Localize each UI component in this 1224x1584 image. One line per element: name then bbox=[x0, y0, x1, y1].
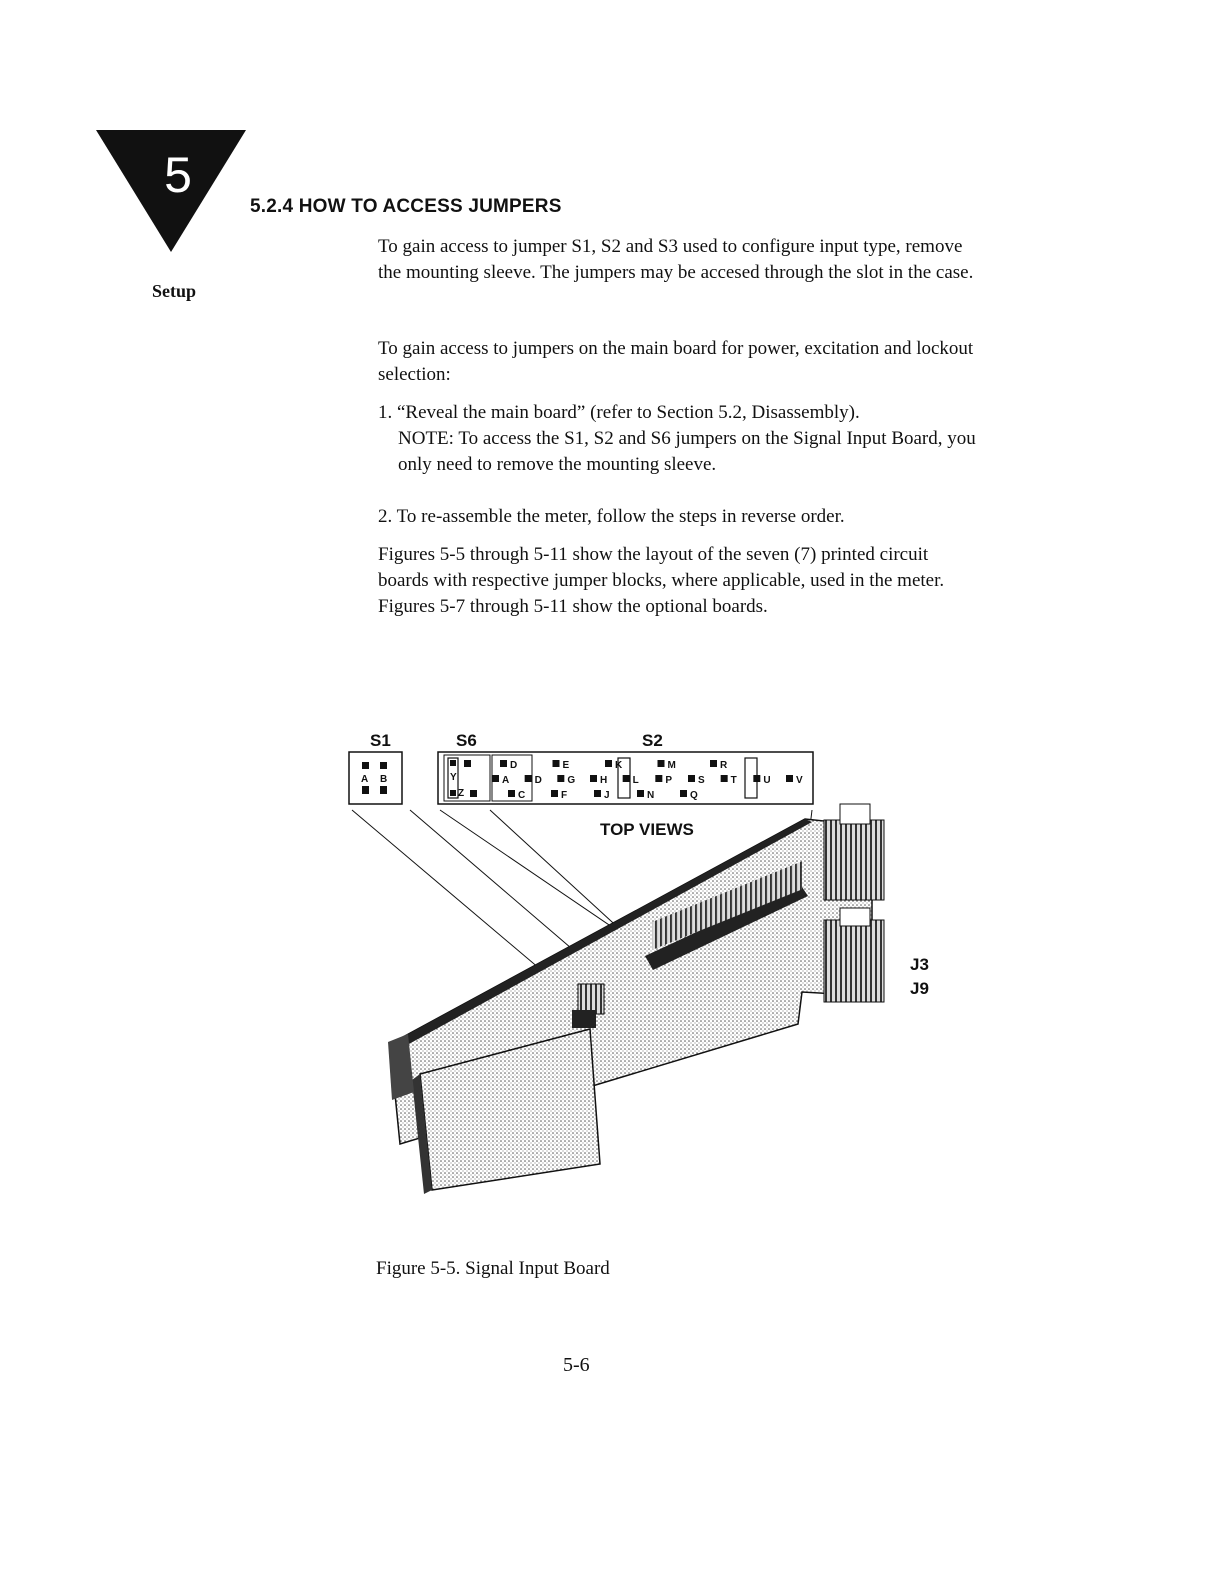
s2-pin-square bbox=[525, 775, 532, 782]
s2-pin-square bbox=[594, 790, 601, 797]
s2-pin-t: T bbox=[730, 775, 737, 786]
step-1-note: NOTE: To access the S1, S2 and S6 jumpers on the Signal Input Board, you only need to remove the mounting sleeve. bbox=[398, 428, 976, 475]
s2-pin-u: U bbox=[763, 775, 771, 786]
j9-label: J9 bbox=[910, 979, 929, 998]
s6-label: S6 bbox=[456, 731, 477, 750]
s1-pin-b: B bbox=[380, 774, 388, 785]
s2-pin-square bbox=[553, 760, 560, 767]
s2-pin-a: A bbox=[502, 775, 510, 786]
s2-pin-r: R bbox=[720, 760, 728, 771]
s2-pin-d: D bbox=[510, 760, 518, 771]
s2-label: S2 bbox=[642, 731, 663, 750]
connector-j9 bbox=[824, 908, 884, 1002]
s6-pin-z: Z bbox=[458, 788, 465, 799]
s2-pin-square bbox=[680, 790, 687, 797]
s2-s6-jumper-block bbox=[438, 752, 813, 804]
s2-pin-p: P bbox=[665, 775, 673, 786]
s2-pin-c: C bbox=[518, 790, 526, 801]
s2-pin-h: H bbox=[600, 775, 608, 786]
step-1: 1. “Reveal the main board” (refer to Section 5.2, Disassembly). bbox=[378, 402, 860, 423]
s2-pin-square bbox=[710, 760, 717, 767]
s2-pin-square bbox=[658, 760, 665, 767]
s2-pin-square bbox=[623, 775, 630, 782]
s2-pin-j: J bbox=[604, 790, 610, 801]
s2-pin-square bbox=[590, 775, 597, 782]
s2-pin-square bbox=[508, 790, 515, 797]
board-diagram bbox=[340, 724, 940, 1194]
s2-pin-g: G bbox=[567, 775, 576, 786]
s2-pin-square bbox=[786, 775, 793, 782]
s2-pin-square bbox=[492, 775, 499, 782]
s2-pin-square bbox=[557, 775, 564, 782]
top-views-label: TOP VIEWS bbox=[600, 820, 694, 839]
s1-jumper-block bbox=[349, 752, 402, 804]
page-number: 5-6 bbox=[563, 1354, 590, 1376]
s2-pin-square bbox=[721, 775, 728, 782]
s2-pin-square bbox=[605, 760, 612, 767]
figure-caption: Figure 5-5. Signal Input Board bbox=[376, 1258, 610, 1279]
section-heading: 5.2.4 HOW TO ACCESS JUMPERS bbox=[250, 196, 562, 217]
s2-pin-m: M bbox=[667, 760, 676, 771]
connector-j3 bbox=[824, 804, 884, 900]
s2-pin-d: D bbox=[534, 775, 542, 786]
paragraph-access-main-board: To gain access to jumpers on the main board for power, excitation and lockout selection: bbox=[378, 338, 974, 385]
s2-pin-square bbox=[551, 790, 558, 797]
paragraph-access-s1-s2-s3: To gain access to jumper S1, S2 and S3 used to configure input type, remove the mounting sleeve. The jumpers may be accesed through the slot in the case. bbox=[378, 236, 974, 283]
s2-pin-square bbox=[500, 760, 507, 767]
signal-input-board-figure bbox=[340, 724, 940, 1194]
j3-label: J3 bbox=[910, 955, 929, 974]
s1-pin-a: A bbox=[361, 774, 369, 785]
step-2: 2. To re-assemble the meter, follow the steps in reverse order. bbox=[378, 506, 845, 527]
s2-pin-square bbox=[637, 790, 644, 797]
s1-label: S1 bbox=[370, 731, 391, 750]
s2-pin-f: F bbox=[561, 790, 568, 801]
s6-pin-y: Y bbox=[450, 772, 457, 783]
s2-pin-k: K bbox=[615, 760, 623, 771]
s2-pin-n: N bbox=[647, 790, 655, 801]
s2-pin-square bbox=[655, 775, 662, 782]
paragraph-figures-overview: Figures 5-5 through 5-11 show the layout of the seven (7) printed circuit boards with respective jumper blocks, where applicable, used in the meter. Figures 5-7 through 5-11 show the optional boards. bbox=[378, 544, 945, 617]
s2-pin-q: Q bbox=[690, 790, 698, 801]
chapter-number: 5 bbox=[164, 147, 192, 203]
s2-pin-v: V bbox=[796, 775, 803, 786]
s2-pin-square bbox=[688, 775, 695, 782]
s2-pin-s: S bbox=[698, 775, 705, 786]
s2-pin-l: L bbox=[632, 775, 639, 786]
s2-pin-e: E bbox=[562, 760, 570, 771]
section-tab-label: Setup bbox=[152, 281, 197, 301]
